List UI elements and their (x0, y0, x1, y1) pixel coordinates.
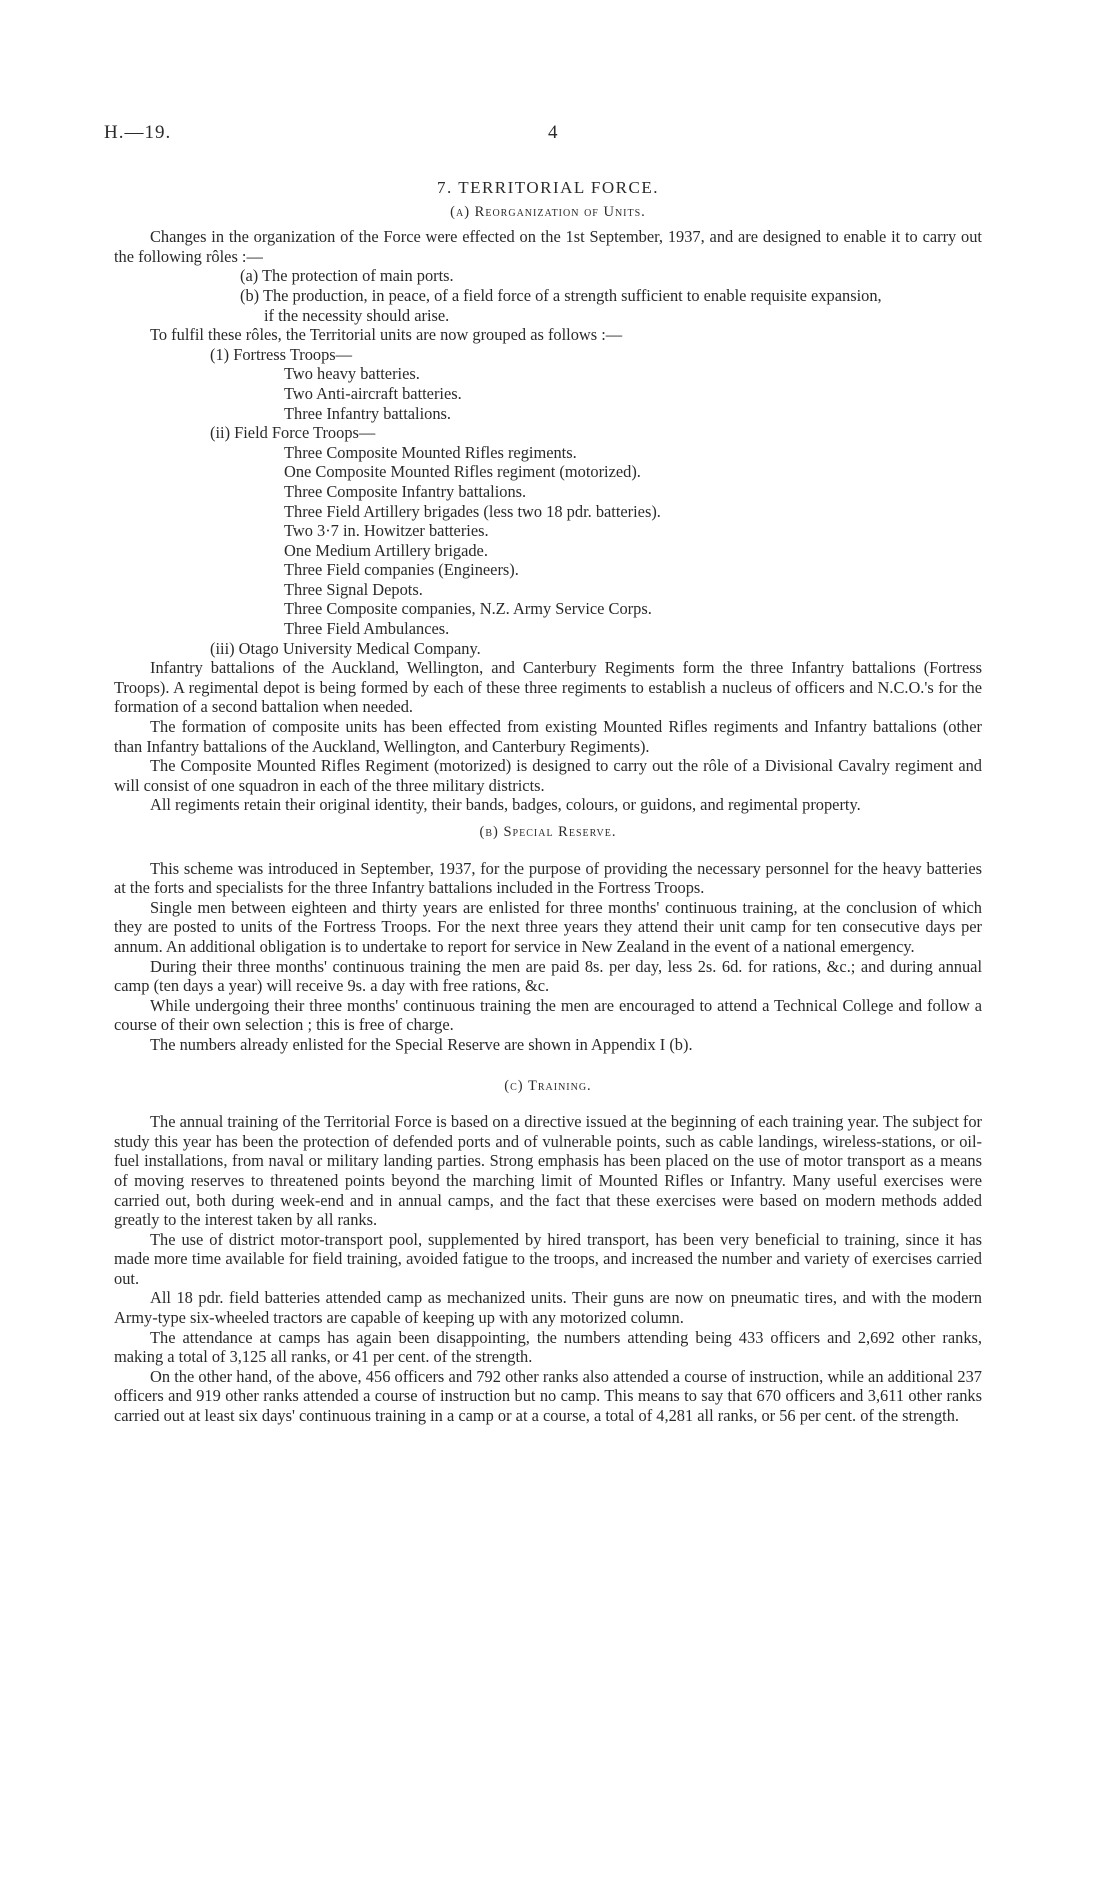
unit-item: One Medium Artillery brigade. (284, 540, 488, 560)
group-label: (ii) Field Force Troops— (210, 423, 376, 443)
paragraph: Infantry battalions of the Auckland, Wellington, and Canterbury Regiments form the three Infantry battalions (Fortress Troops). A regimental depot is being formed by each of these three regiments to establish a nucleus of officers and N.C.O.'s for the formation of a second battalion when needed. (114, 658, 982, 717)
unit-item: Two Anti-aircraft batteries. (284, 383, 462, 403)
paragraph: This scheme was introduced in September, 1937, for the purpose of providing the necessary personnel for the heavy batteries at the forts and specialists for the three Infantry battalions included in the Fortress Troops. (114, 858, 982, 898)
paragraph: The use of district motor-transport pool, supplemented by hired transport, has been very beneficial to training, since it has made more time available for field training, avoided fatigue to the troops, and increased the number and variety of exercises carried out. (114, 1229, 982, 1288)
paragraph: The attendance at camps has again been disappointing, the numbers attending being 433 officers and 2,692 other ranks, making a total of 3,125 all ranks, or 41 per cent. of the strength. (114, 1327, 982, 1367)
subsection-heading-special-reserve: (b) Special Reserve. (479, 824, 617, 840)
paragraph: The Composite Mounted Rifles Regiment (motorized) is designed to carry out the rôle of a Divisional Cavalry regiment and will consist of one squadron in each of the three military districts. (114, 756, 982, 795)
unit-item: Three Infantry battalions. (284, 403, 452, 423)
paragraph: All 18 pdr. field batteries attended camp as mechanized units. Their guns are now on pneumatic tires, and with the modern Army-type six-wheeled tractors are capable of keeping up with any motorized column. (114, 1288, 982, 1328)
paragraph: The formation of composite units has been effected from existing Mounted Rifles regiments and Infantry battalions (other than Infantry battalions of the Auckland, Wellington, and Canterbury Regiments). (114, 717, 982, 756)
unit-item: Two 3·7 in. Howitzer batteries. (284, 521, 489, 541)
unit-item: Three Field Artillery brigades (less two 18 pdr. batteries). (284, 501, 661, 521)
unit-item: Three Composite Infantry battalions. (284, 481, 527, 501)
role-item: (b) The production, in peace, of a field force of a strength sufficient to enable requisite expansion, (240, 285, 882, 305)
group-label: (iii) Otago University Medical Company. (210, 638, 481, 658)
paragraph: On the other hand, of the above, 456 officers and 792 other ranks also attended a course of instruction, while an additional 237 officers and 919 other ranks attended a course of instruction but no camp. This means to say that 670 officers and 3,611 other ranks carried out at least six days' continuous training in a camp or at a course, a total of 4,281 all ranks, or 56 per cent. of the strength. (114, 1366, 982, 1426)
document-reference: H.—19. (104, 122, 172, 143)
unit-item: Three Field companies (Engineers). (284, 560, 519, 580)
page-body (114, 178, 982, 1426)
page-number: 4 (548, 122, 558, 143)
subsection-heading-training: (c) Training. (504, 1077, 592, 1094)
paragraph: During their three months' continuous training the men are paid 8s. per day, less 2s. 6d. for rations, &c.; and during annual camp (ten days a year) will receive 9s. a day with free rations, &c. (114, 956, 982, 996)
paragraph: While undergoing their three months' continuous training the men are encouraged to attend a Technical College and follow a course of their own selection ; this is free of charge. (114, 995, 982, 1035)
paragraph: The numbers already enlisted for the Special Reserve are shown in Appendix I (b). (150, 1034, 693, 1054)
paragraph: All regiments retain their original identity, their bands, badges, colours, or guidons, and regimental property. (150, 795, 861, 815)
unit-item: Three Composite companies, N.Z. Army Service Corps. (284, 599, 652, 619)
unit-item: One Composite Mounted Rifles regiment (motorized). (284, 462, 641, 482)
unit-item: Three Composite Mounted Rifles regiments. (284, 442, 577, 462)
paragraph: To fulfil these rôles, the Territorial units are now grouped as follows :— (150, 325, 623, 345)
role-item-continuation: if the necessity should arise. (264, 305, 450, 325)
unit-item: Three Field Ambulances. (284, 619, 450, 639)
paragraph: Single men between eighteen and thirty years are enlisted for three months' continuous training, at the conclusion of which they are posted to units of the Fortress Troops. For the next three years they attend their unit camp for ten consecutive days per annum. An additional obligation is to undertake to report for service in New Zealand in the event of a national emergency. (114, 897, 982, 956)
unit-item: Three Signal Depots. (284, 579, 423, 599)
paragraph: The annual training of the Territorial Force is based on a directive issued at the beginning of each training year. The subject for study this year has been the protection of defended ports and of vulnerable points, such as cable landings, wireless-stations, or oil-fuel installations, from naval or military landing parties. Strong emphasis has been placed on the use of motor transport as a means of moving reserves to threatened points beyond the marching limit of Mounted Rifles or Infantry. Many useful exercises were carried out, both during week-end and in annual camps, and the fact that these exercises were based on modern methods added greatly to the interest taken by all ranks. (114, 1112, 982, 1230)
group-label: (1) Fortress Troops— (210, 344, 353, 364)
paragraph: Changes in the organization of the Force were effected on the 1st September, 1937, and are designed to enable it to carry out the following rôles :— (114, 227, 982, 266)
role-item: (a) The protection of main ports. (240, 266, 454, 286)
subsection-heading-reorganization: (a) Reorganization of Units. (450, 203, 646, 220)
unit-item: Two heavy batteries. (284, 364, 420, 384)
section-title: 7. TERRITORIAL FORCE. (437, 178, 659, 197)
